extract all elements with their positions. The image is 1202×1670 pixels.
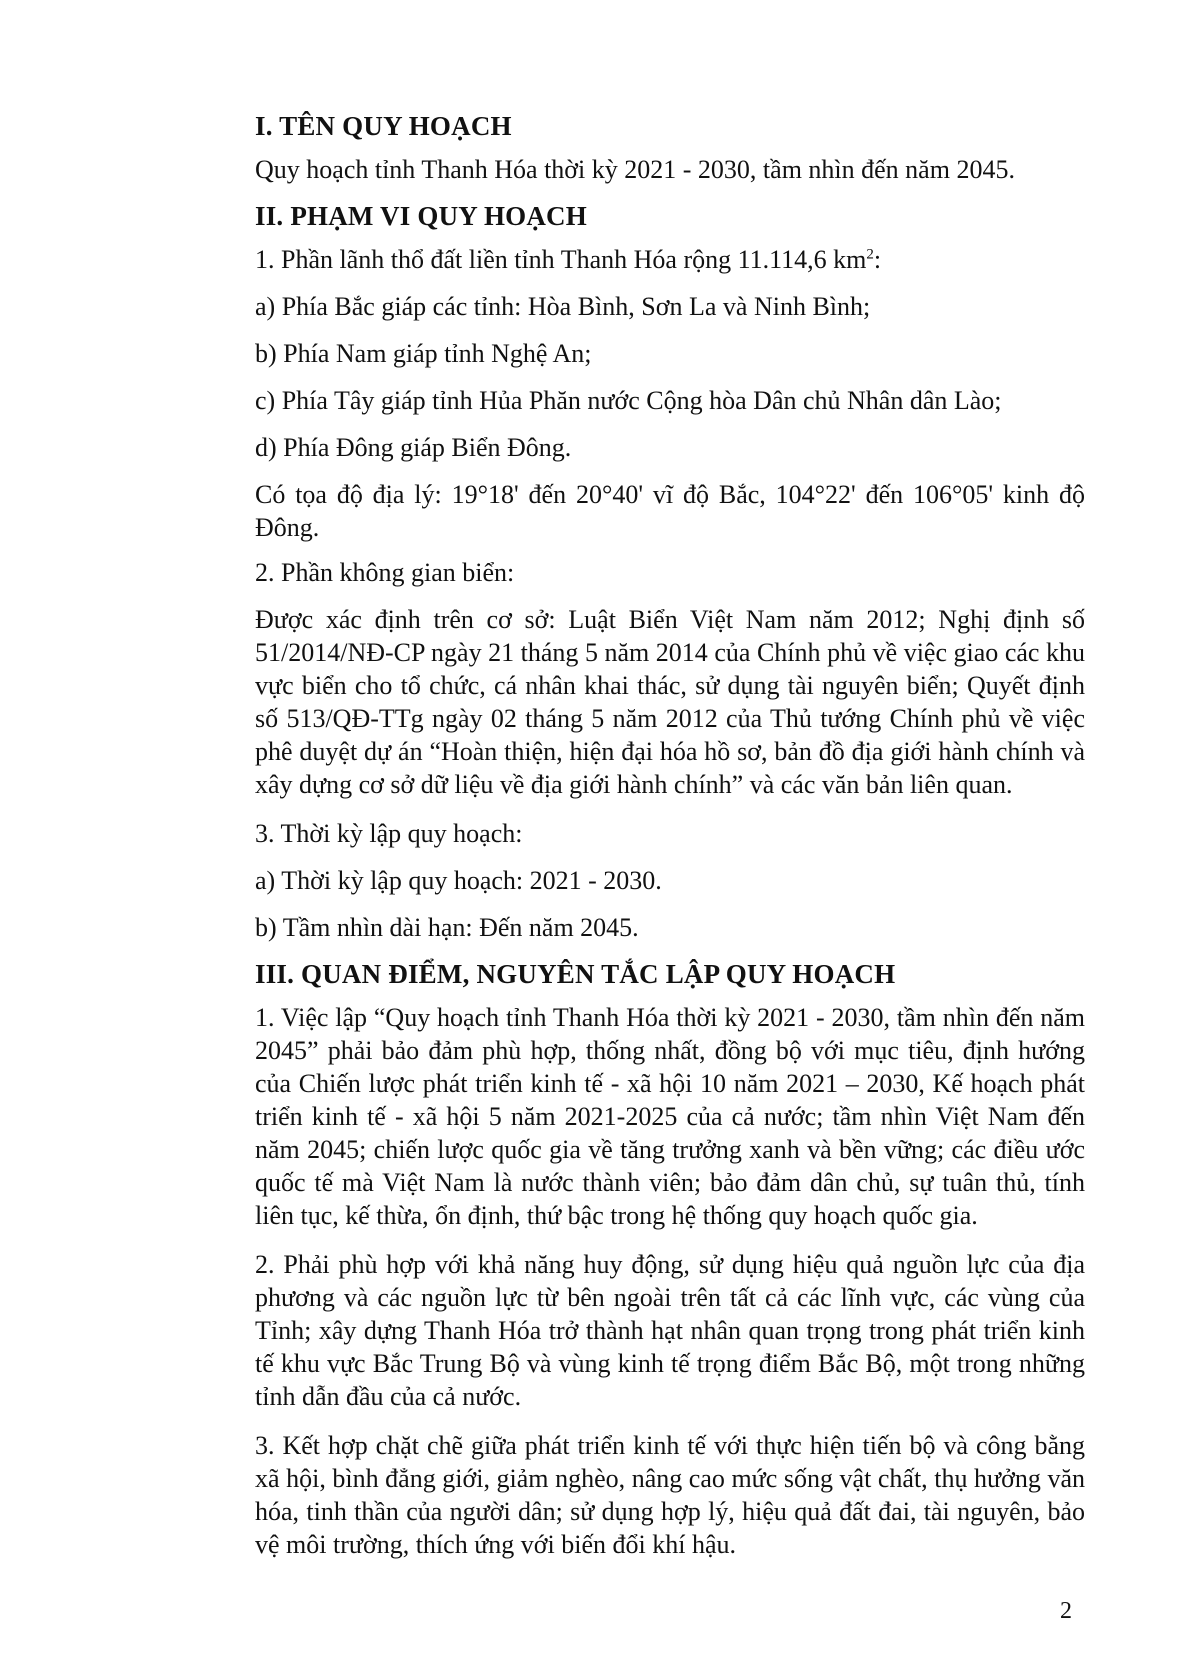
border-north: a) Phía Bắc giáp các tỉnh: Hòa Bình, Sơn La và Ninh Bình;: [255, 292, 871, 321]
long-term-vision: b) Tầm nhìn dài hạn: Đến năm 2045.: [255, 913, 639, 942]
border-west: c) Phía Tây giáp tỉnh Hủa Phăn nước Cộng hòa Dân chủ Nhân dân Lào;: [255, 386, 1002, 415]
page-number: 2: [1060, 1598, 1072, 1624]
coordinates: [0, 478, 1085, 544]
section-3-title: III. QUAN ĐIỂM, NGUYÊN TẮC LẬP QUY HOẠCH: [255, 959, 896, 989]
item-1-text: 1. Phần lãnh thổ đất liền tỉnh Thanh Hóa rộng 11.114,6 km: [255, 245, 867, 274]
section-2-title: II. PHẠM VI QUY HOẠCH: [255, 201, 587, 231]
section-1-body: Quy hoạch tỉnh Thanh Hóa thời kỳ 2021 - 2030, tầm nhìn đến năm 2045.: [255, 155, 1015, 184]
border-south: b) Phía Nam giáp tỉnh Nghệ An;: [255, 339, 592, 368]
item-1-end: :: [873, 245, 882, 274]
principle-3: 3. Kết hợp chặt chẽ giữa phát triển kinh tế với thực hiện tiến bộ và công bằng xã hội, bình đẳng giới, giảm nghèo, nâng cao mức sống vật chất, thụ hưởng văn hóa, tinh thần của người dân; sử dụng hợp lý, hiệu quả đất đai, tài nguyên, bảo vệ môi trường, thích ứng với biến đổi khí hậu.: [255, 1431, 1085, 1559]
km2-superscript: 2: [866, 246, 874, 263]
border-east: d) Phía Đông giáp Biển Đông.: [255, 433, 572, 462]
principle-1: 1. Việc lập “Quy hoạch tỉnh Thanh Hóa thời kỳ 2021 - 2030, tầm nhìn đến năm 2045” phải bảo đảm phù hợp, thống nhất, đồng bộ với mục tiêu, định hướng của Chiến lược phát triển kinh tế - xã hội 10 năm 2021 – 2030, Kế hoạch phát triển kinh tế - xã hội 5 năm 2021-2025 của cả nước; tầm nhìn Việt Nam đến năm 2045; chiến lược quốc gia về tăng trưởng xanh và bền vững; các điều ước quốc tế mà Việt Nam là nước thành viên; bảo đảm dân chủ, sự tuân thủ, tính liên tục, kế thừa, ổn định, thứ bậc trong hệ thống quy hoạch quốc gia.: [255, 1003, 1085, 1230]
coordinates-text: Có tọa độ địa lý: 19°18' đến 20°40' vĩ độ Bắc, 104°22' đến 106°05' kinh độ Đông.: [255, 480, 1085, 542]
section-2-item-2: 2. Phần không gian biển:: [255, 558, 515, 587]
sea-space-text: Được xác định trên cơ sở: Luật Biển Việt Nam năm 2012; Nghị định số 51/2014/NĐ-CP ngày 21 tháng 5 năm 2014 của Chính phủ về việc giao các khu vực biển cho tổ chức, cá nhân khai thác, sử dụng tài nguyên biển; Quyết định số 513/QĐ-TTg ngày 02 tháng 5 năm 2012 của Thủ tướng Chính phủ về việc phê duyệt dự án “Hoàn thiện, hiện đại hóa hồ sơ, bản đồ địa giới hành chính và xây dựng cơ sở dữ liệu về địa giới hành chính” và các văn bản liên quan.: [255, 605, 1085, 799]
principle-2: 2. Phải phù hợp với khả năng huy động, sử dụng hiệu quả nguồn lực của địa phương và các nguồn lực từ bên ngoài trên tất cả các lĩnh vực, các vùng của Tỉnh; xây dựng Thanh Hóa trở thành hạt nhân quan trọng trong phát triển kinh tế khu vực Bắc Trung Bộ và vùng kinh tế trọng điểm Bắc Bộ, một trong những tỉnh dẫn đầu của cả nước.: [255, 1250, 1085, 1411]
planning-period: a) Thời kỳ lập quy hoạch: 2021 - 2030.: [255, 866, 662, 895]
section-2-item-1: [255, 243, 1085, 276]
section-1-title: I. TÊN QUY HOẠCH: [255, 111, 512, 141]
section-2-item-3: 3. Thời kỳ lập quy hoạch:: [255, 819, 523, 848]
sea-space-body: [255, 603, 1085, 801]
document-body: [255, 110, 1085, 1577]
